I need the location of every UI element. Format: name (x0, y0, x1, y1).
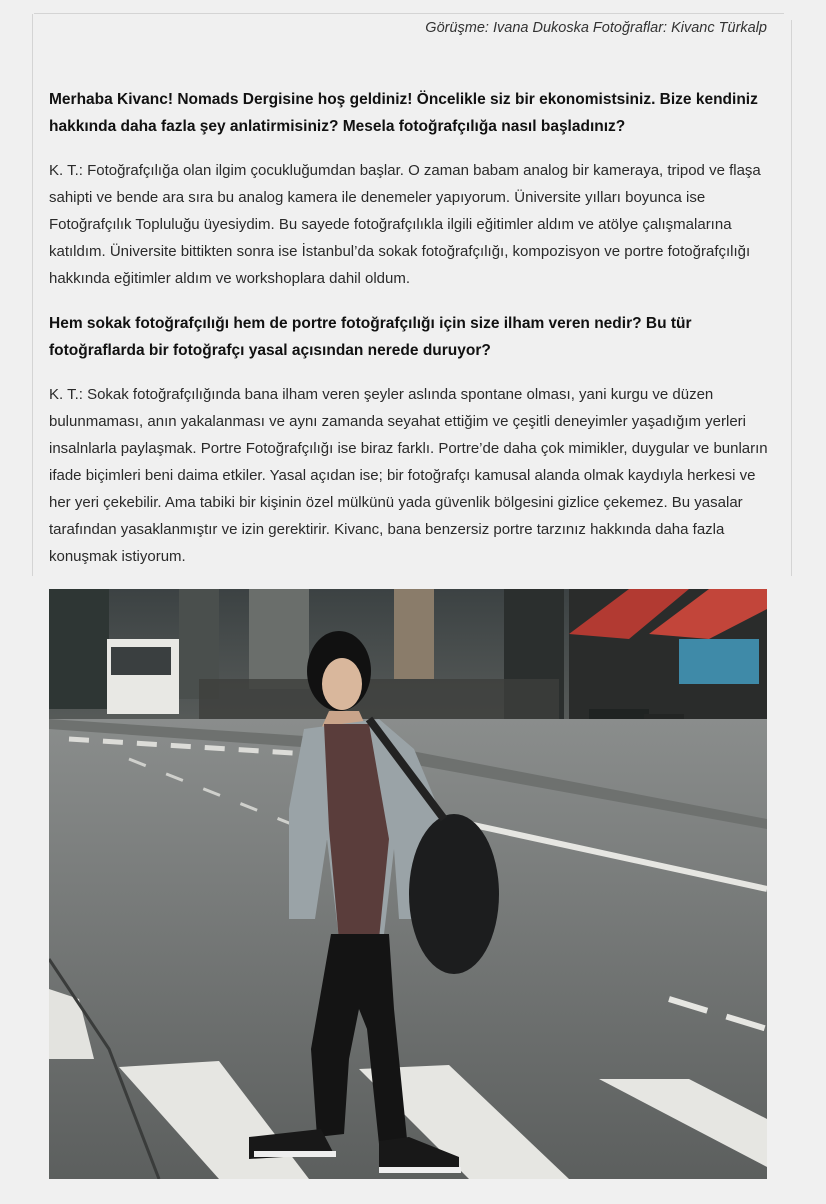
frame-left-border (32, 14, 33, 576)
question-1: Merhaba Kivanc! Nomads Dergisine hoş geldiniz! Öncelikle siz bir ekonomistsiniz. Bize kendiniz hakkında daha fazla şey anlatirmisiniz? Mesela fotoğrafçılığa nasıl başladınız? (49, 91, 758, 135)
question-2: Hem sokak fotoğrafçılığı hem de portre fotoğrafçılığı için size ilham veren nedir? Bu tür fotoğraflarda bir fotoğrafçı yasal açısından nerede duruyor? (49, 315, 692, 359)
street-portrait-photo (49, 589, 767, 1179)
answer-2: K. T.: Sokak fotoğrafçılığında bana ilham veren şeyler aslında spontane olması, yani kurgu ve düzen bulunmaması, anın yakalanması ve aynı zamanda seyahat ettiğim ve çeşitli deneyimler yaşadığım yerleri insalnlarla paylaşmak. Portre Fotoğrafçılığı ise biraz farklı. Portre’de daha çok mimikler, duygular ve bunların ifade biçimleri beni daima etkiler. Yasal açıdan ise; bir fotoğrafçı kamusal alanda olmak kaydıyla herkesi ve her yeri çekebilir. Ama tabiki bir kişinin özel mülkünü yada güvenlik bölgesini gizlice çekemez. Bu yasalar tarafından yasaklanmıştır ve izin gerektirir. Kivanc, bana benzersiz portre tarzınız hakkında daha fazla konuşmak istiyorum. (49, 386, 768, 565)
interview-credit: Görüşme: Ivana Dukoska Fotoğraflar: Kivanc Türkalp (425, 20, 767, 36)
interview-article (49, 86, 771, 588)
frame-top-border (34, 13, 784, 14)
frame-right-border (791, 20, 792, 576)
answer-1: K. T.: Fotoğrafçılığa olan ilgim çocukluğumdan başlar. O zaman babam analog bir kameraya, tripod ve flaşa sahipti ve bende ara sıra bu analog kamera ile denemeler yapıyorum. Üniversite yılları boyunca ise Fotoğrafçılık Topluluğu üyesiydim. Bu sayede fotoğrafçılıkla ilgili eğitimler aldım ve atölye çalışmalarına katıldım. Üniversite bittikten sonra ise İstanbul’da sokak fotoğrafçılığı, kompozisyon ve portre fotoğrafçılığı hakkında eğitimler aldım ve workshoplara dahil oldum. (49, 162, 761, 287)
